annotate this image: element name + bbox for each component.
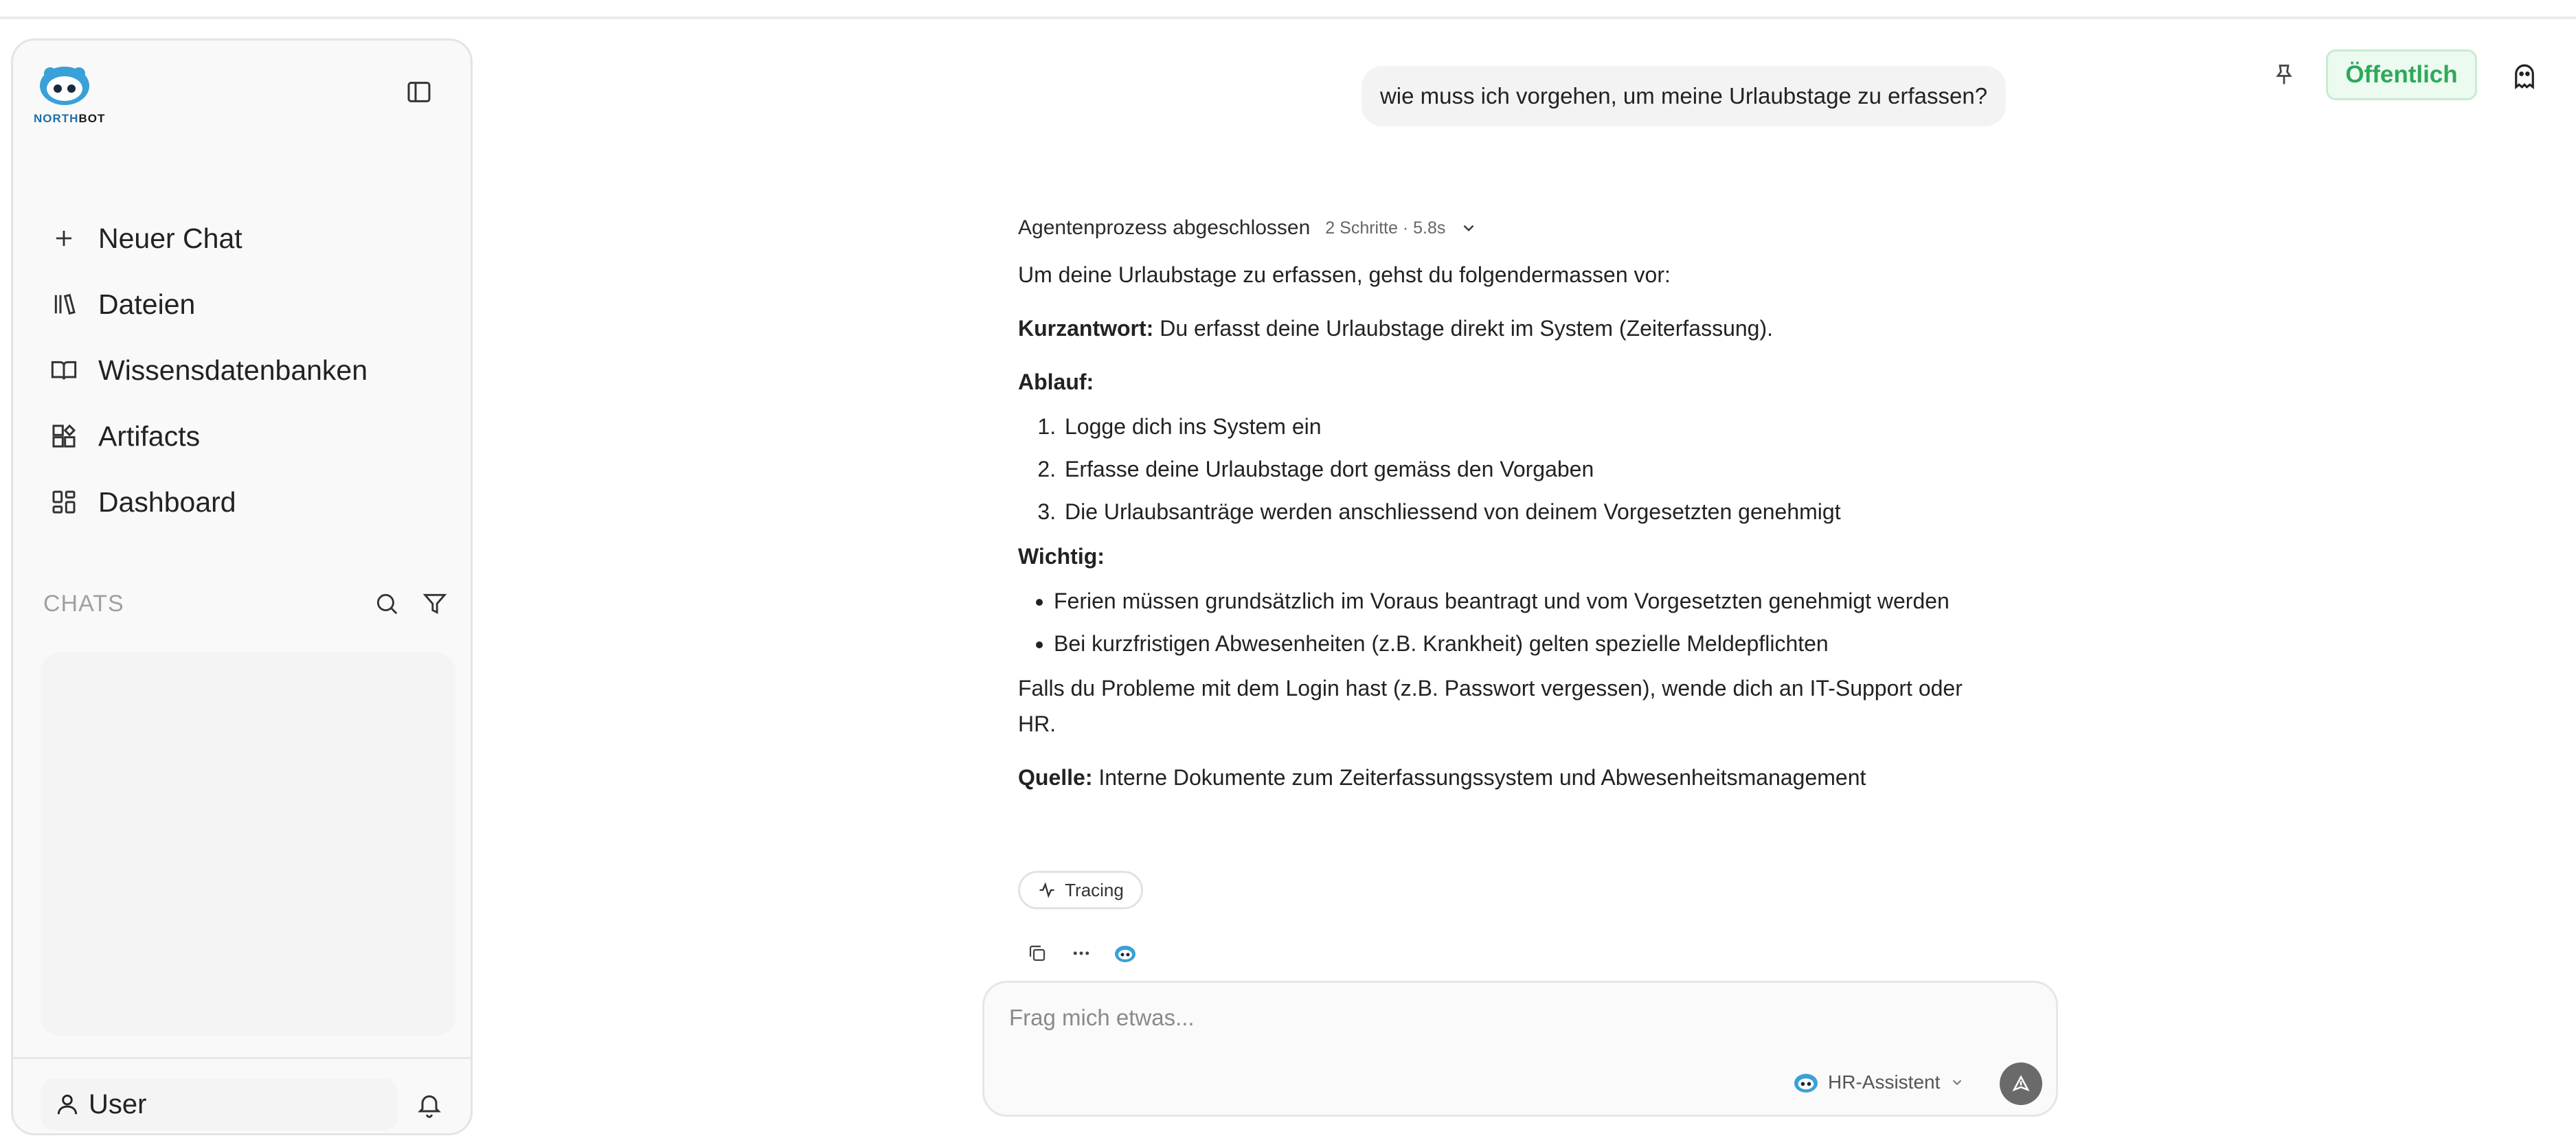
list-item: 2. Erfasse deine Urlaubstage dort gemäss den Vorgaben (1062, 448, 1993, 490)
pin-button[interactable] (2267, 58, 2301, 92)
user-message: wie muss ich vorgehen, um meine Urlaubstage zu erfassen? (1362, 66, 2006, 126)
sidebar-nav (47, 205, 446, 535)
dashboard-icon (47, 486, 80, 519)
more-horizontal-icon (1071, 943, 1092, 964)
book-open-icon (47, 354, 80, 387)
answer-source: Quelle: Interne Dokumente zum Zeiterfassungssystem und Abwesenheitsmanagement (1018, 765, 1866, 790)
answer-notes-list (1018, 580, 1993, 665)
sidebar-footer (13, 1057, 471, 1135)
nav-knowledge-bases[interactable] (47, 337, 446, 403)
list-item: • Bei kurzfristigen Abwesenheiten (z.B. Krankheit) gelten spezielle Meldepflichten (1054, 622, 1993, 665)
list-item: 1. Logge dich ins System ein (1062, 405, 1993, 448)
list-item: • Ferien müssen grundsätzlich im Voraus beantragt und vom Vorgesetzten genehmigt werden (1054, 580, 1993, 622)
user-icon (54, 1091, 80, 1117)
search-icon (374, 591, 400, 617)
tracing-button[interactable] (1018, 871, 1143, 909)
visibility-badge[interactable]: Öffentlich (2326, 49, 2477, 100)
chevron-down-icon (1460, 219, 1478, 237)
message-actions (1024, 941, 1155, 966)
filter-icon (422, 591, 448, 617)
assistant-selector[interactable] (1792, 1065, 1965, 1100)
agent-process-row (1018, 213, 1480, 243)
tracing-label: Tracing (1065, 879, 1124, 900)
nav-label: Artifacts (98, 420, 201, 452)
agent-meta: 2 Schritte · 5.8s (1325, 218, 1446, 238)
logo-wordmark: NORTHBOT (34, 112, 106, 125)
logo-mascot-icon (34, 64, 95, 112)
nav-label: Dateien (98, 288, 196, 320)
nav-artifacts[interactable] (47, 403, 446, 469)
sidebar (11, 38, 473, 1135)
chats-section-header (43, 583, 455, 624)
assistant-answer (1018, 257, 1993, 795)
nav-label: Neuer Chat (98, 222, 242, 254)
answer-process-heading: Ablauf: (1018, 369, 1094, 394)
user-menu-button[interactable] (41, 1078, 398, 1130)
ghost-icon (2510, 62, 2539, 91)
message-input[interactable] (1009, 1001, 1971, 1035)
answer-steps-list (1018, 405, 1993, 533)
chats-filter-button[interactable] (414, 583, 455, 624)
bot-avatar-icon (1114, 943, 1137, 964)
message-composer (982, 981, 2058, 1117)
copy-button[interactable] (1024, 940, 1051, 967)
library-icon (47, 288, 80, 321)
pin-icon (2272, 62, 2296, 87)
more-options-button[interactable] (1067, 940, 1095, 967)
agent-status: Agentenprozess abgeschlossen (1018, 216, 1311, 239)
top-divider (0, 0, 2576, 19)
answer-important-heading: Wichtig: (1018, 544, 1105, 569)
notifications-button[interactable] (409, 1084, 450, 1125)
chevron-down-icon (1950, 1075, 1965, 1090)
answer-short: Kurzantwort: Du erfasst deine Urlaubstage direkt im System (Zeiterfassung). (1018, 316, 1773, 341)
bot-avatar-icon (1792, 1071, 1820, 1094)
assistant-avatar[interactable] (1111, 940, 1139, 967)
northbot-logo[interactable] (34, 64, 130, 130)
activity-icon (1037, 880, 1057, 900)
nav-dashboard[interactable] (47, 469, 446, 535)
nav-label: Dashboard (98, 486, 236, 518)
assistant-name: HR-Assistent (1828, 1071, 1941, 1093)
nav-label: Wissensdatenbanken (98, 354, 368, 386)
answer-intro: Um deine Urlaubstage zu erfassen, gehst du folgendermassen vor: (1018, 262, 1671, 287)
answer-help: Falls du Probleme mit dem Login hast (z.B. Passwort vergessen), wende dich an IT-Support oder HR. (1018, 676, 1963, 736)
panel-left-icon (405, 78, 433, 106)
shapes-icon (47, 420, 80, 453)
chat-list-placeholder (41, 652, 455, 1036)
sidebar-toggle-button[interactable] (402, 75, 436, 109)
send-button[interactable] (2000, 1062, 2042, 1105)
copy-icon (1027, 943, 1048, 964)
list-item: 3. Die Urlaubsanträge werden anschliessend von deinem Vorgesetzten genehmigt (1062, 490, 1993, 533)
chats-title: CHATS (43, 590, 124, 617)
nav-files[interactable] (47, 271, 446, 337)
plus-icon (47, 222, 80, 255)
nav-new-chat[interactable] (47, 205, 446, 271)
bell-icon (416, 1091, 443, 1118)
ghost-mode-button[interactable] (2506, 58, 2543, 95)
user-label: User (89, 1089, 147, 1119)
send-icon (2011, 1073, 2031, 1094)
chats-search-button[interactable] (366, 583, 407, 624)
agent-expand-button[interactable] (1458, 217, 1480, 239)
